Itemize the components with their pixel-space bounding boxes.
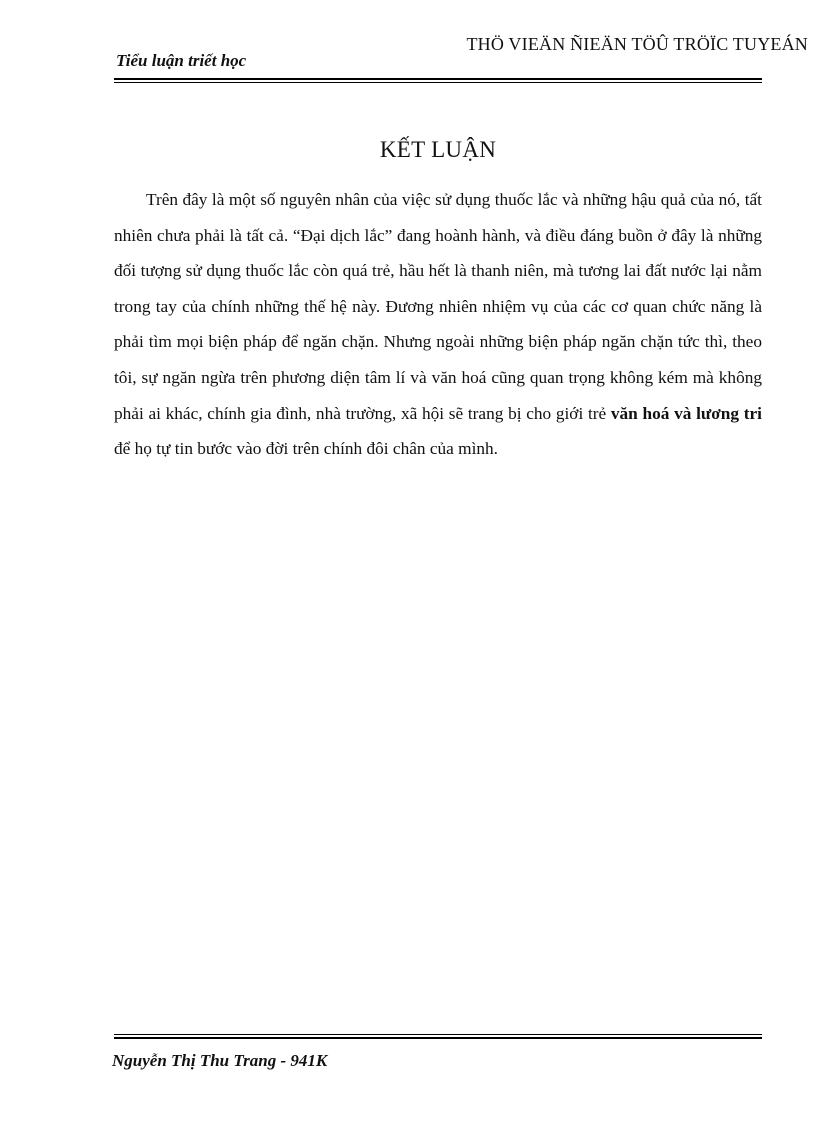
- document-header-title: Tiểu luận triết học: [116, 51, 247, 70]
- paragraph-text-end: để họ tự tin bước vào đời trên chính đôi chân của mình.: [114, 439, 498, 459]
- footer-author: Nguyễn Thị Thu Trang - 941K: [112, 1051, 328, 1070]
- header-rule-thick: [114, 78, 762, 80]
- header-rule-thin: [114, 82, 762, 83]
- footer-rule-thin: [114, 1034, 762, 1035]
- paragraph-bold-phrase: văn hoá và lương tri: [610, 403, 762, 423]
- conclusion-paragraph: [114, 182, 762, 467]
- paragraph-text-start: Trên đây là một số nguyên nhân của việc sử dụng thuốc lắc và những hậu quả của nó, tất nhiên chưa phải là tất cả. “Đại dịch lắc” đang hoành hành, và điều đáng buồn ở đây là những đối tượng sử dụng thuốc lắc còn quá trẻ, hầu hết là thanh niên, mà tương lai đất nước lại nằm trong tay của chính những thế hệ này. Đương nhiên nhiệm vụ của các cơ quan chức năng là phải tìm mọi biện pháp để ngăn chặn. Nhưng ngoài những biện pháp ngăn chặn tức thì, theo tôi, sự ngăn ngừa trên phương diện tâm lí và văn hoá cũng quan trọng không kém mà không phải ai khác, chính gia đình, nhà trường, xã hội sẽ trang bị cho giới trẻ: [114, 190, 762, 423]
- footer-rule-thick: [114, 1037, 762, 1039]
- library-watermark: THÖ VIEÄN ÑIEÄN TÖÛ TRÖÏC TUYEÁN: [466, 34, 808, 54]
- section-heading: KẾT LUẬN: [379, 137, 497, 163]
